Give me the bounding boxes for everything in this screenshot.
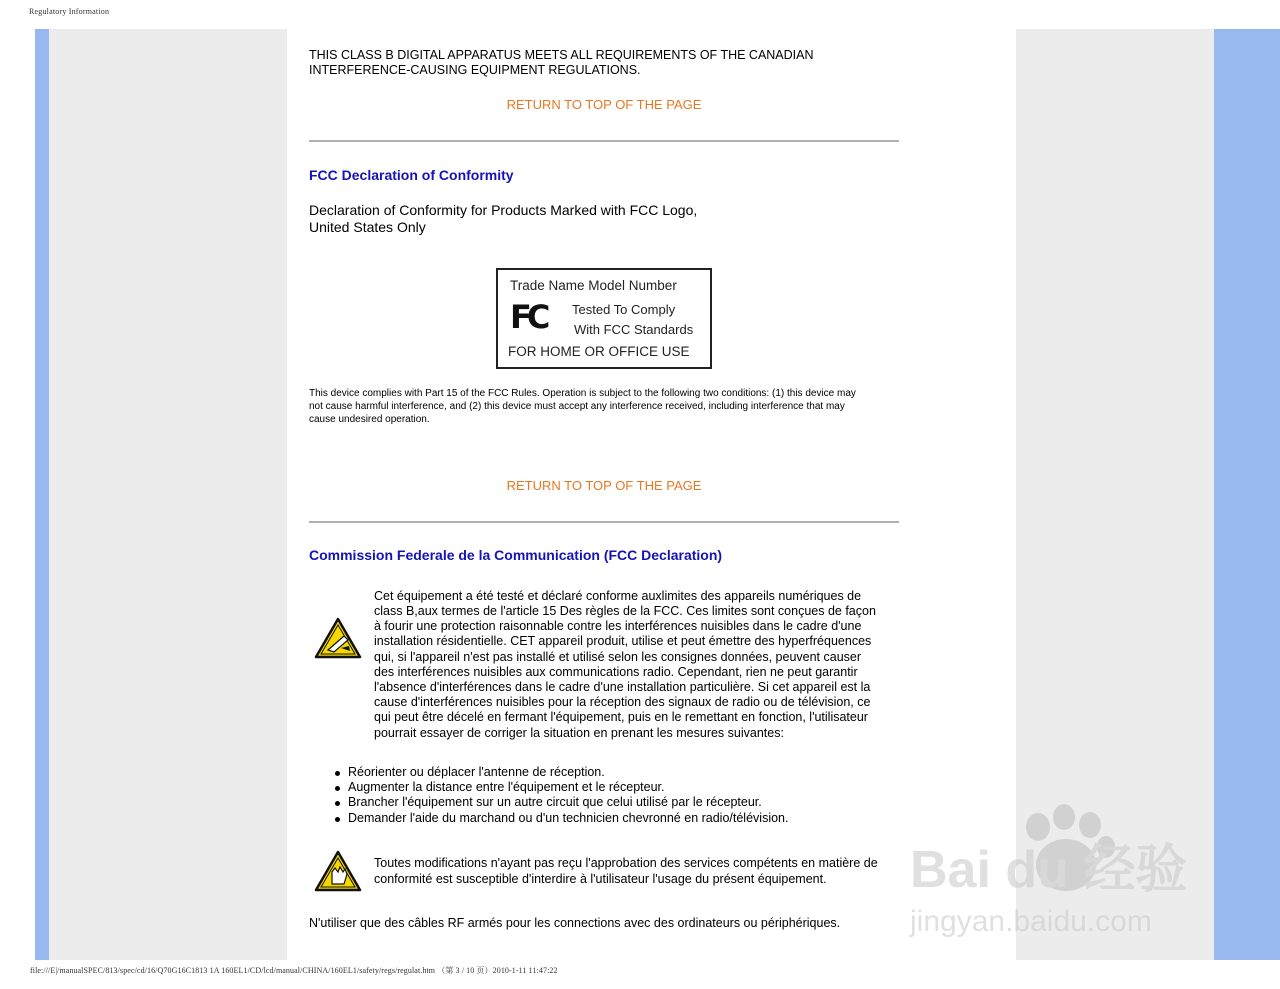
canadian-notice-line1: THIS CLASS B DIGITAL APPARATUS MEETS ALL REQUIREMENTS OF THE CANADIAN [309, 48, 814, 62]
fcc-compliance-line1: This device complies with Part 15 of the FCC Rules. Operation is subject to the following two conditions: (1) this device may [309, 388, 856, 399]
page-header: Regulatory Information [29, 7, 110, 16]
list-item: Augmenter la distance entre l'équipement et le récepteur. [333, 780, 788, 795]
fcc-compliance-line3: cause undesired operation. [309, 414, 430, 425]
fcc-intro-line2: United States Only [309, 219, 426, 235]
modification-line2: conformité est susceptible d'interdire à l'utilisateur l'usage du présent équipement. [374, 872, 827, 886]
left-grey-margin [49, 29, 287, 960]
mitigation-list [333, 765, 788, 826]
french-para-line-9: qui peut être décelé en fermant l'équipement, puis en le remettant en fonction, l'utilisateur [374, 710, 868, 724]
section-divider [309, 140, 899, 142]
french-para-line-4: installation résidentielle. CET appareil produit, utilise et peut émettre des hyperfréquences [374, 634, 872, 648]
watermark-url: jingyan.baidu.com [910, 905, 1152, 938]
fcc-label-standards: With FCC Standards [574, 322, 694, 337]
watermark-brand: Bai du 经验 [910, 841, 1188, 899]
fcc-label-tested: Tested To Comply [572, 302, 676, 317]
section-divider [309, 521, 899, 523]
left-blue-band [35, 29, 49, 960]
list-item: Demander l'aide du marchand ou d'un technicien chevronné en radio/télévision. [333, 811, 788, 826]
canadian-notice-line2: INTERFERENCE-CAUSING EQUIPMENT REGULATIONS. [309, 63, 641, 77]
baidu-watermark-logo [906, 795, 1206, 945]
warning-icon [314, 617, 362, 659]
fcc-label-home-office: FOR HOME OR OFFICE USE [508, 344, 690, 359]
fcc-compliance-line2: not cause harmful interference, and (2) this device must accept any interference received, including interference that may [309, 401, 845, 412]
french-para-line-6: des interférences nuisibles aux communications radio. Cependant, rien ne peut garantir [374, 665, 858, 679]
fcc-logo-icon: FC [510, 298, 546, 336]
fcc-label-image [496, 268, 712, 369]
list-item: Brancher l'équipement sur un autre circuit que celui utilisé par le récepteur. [333, 795, 788, 810]
fcc-label-trade-name: Trade Name Model Number [510, 278, 677, 293]
modification-line1: Toutes modifications n'ayant pas reçu l'approbation des services compétents en matière de [374, 856, 878, 870]
french-para-line-10: pourrait essayer de corriger la situation en prenant les mesures suivantes: [374, 726, 784, 740]
fcc-declaration-heading: FCC Declaration of Conformity [309, 167, 514, 183]
page-footer: file:///E|/manualSPEC/813/spec/cd/16/Q70G16C1813 1A 160EL1/CD/lcd/manual/CHINA/160EL1/safety/regs/regulat.htm （第 3 / 10 页）2010-1-11 11:47:22 [30, 966, 558, 975]
french-para-line-5: qui, si l'appareil n'est pas installé et utilisé selon les consignes données, peuvent causer [374, 650, 862, 664]
french-para-line-1: Cet équipement a été testé et déclaré conforme auxlimites des appareils numériques de [374, 589, 862, 603]
list-item: Réorienter ou déplacer l'antenne de réception. [333, 765, 788, 780]
french-para-line-8: cause d'interférences nuisibles pour la réception des signaux de radio ou de télévision, ce [374, 695, 871, 709]
caution-hand-icon [314, 850, 362, 892]
french-para-line-7: l'absence d'interférences dans le cadre d'une installation particulière. Si cet appareil est la [374, 680, 871, 694]
french-para-line-3: à fourir une protection raisonnable contre les interférences nuisibles dans le cadre d'une [374, 619, 862, 633]
fcc-intro-line1: Declaration of Conformity for Products Marked with FCC Logo, [309, 202, 698, 218]
return-to-top-link[interactable]: RETURN TO TOP OF THE PAGE [506, 97, 702, 112]
right-blue-band [1214, 29, 1280, 960]
french-fcc-heading: Commission Federale de la Communication (FCC Declaration) [309, 547, 723, 563]
rf-cable-note: N'utiliser que des câbles RF armés pour les connections avec des ordinateurs ou périphériques. [309, 916, 841, 930]
return-to-top-link[interactable]: RETURN TO TOP OF THE PAGE [506, 478, 702, 493]
french-para-line-2: class B,aux termes de l'article 15 Des règles de la FCC. Ces limites sont conçues de façon [374, 604, 876, 618]
